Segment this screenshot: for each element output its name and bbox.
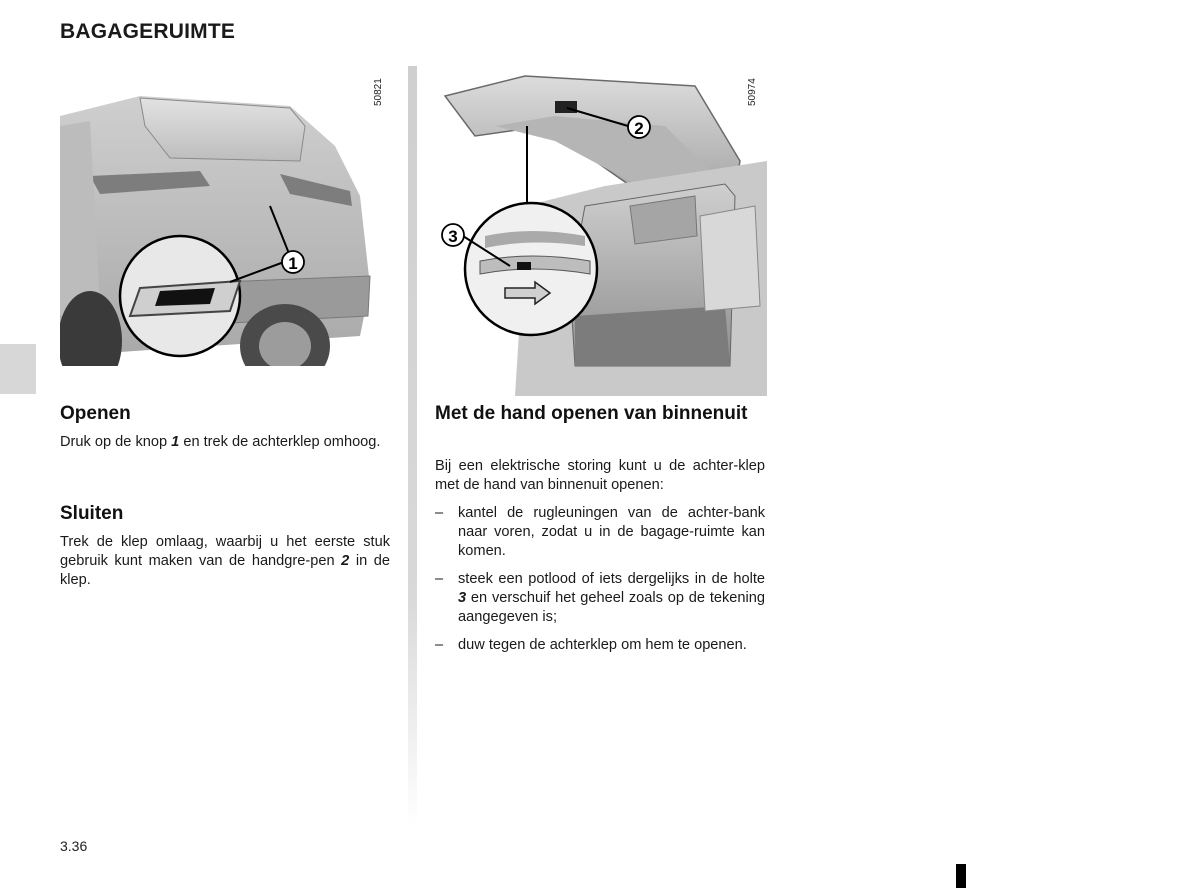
callout-label-1: 1	[288, 254, 298, 273]
list-item	[435, 636, 765, 655]
paragraph-sluiten: Trek de klep omlaag, waarbij u het eerste stuk gebruik kunt maken van de handgre-pen 2 in de klep.	[60, 534, 390, 588]
paragraph-openen: Druk op de knop 1 en trek de achterklep omhoog.	[60, 434, 381, 450]
figure-tailgate-button	[60, 66, 392, 396]
heading-openen: Openen	[60, 403, 131, 424]
chapter-tab	[0, 344, 36, 394]
ref-cavity-3: 3	[458, 590, 467, 606]
figure-tailgate-interior	[435, 66, 767, 396]
dash-bullet: –	[435, 571, 444, 587]
figure-code-left: 50821	[373, 78, 384, 106]
list-item	[435, 504, 765, 561]
car-rear-illustration	[60, 66, 392, 396]
cavity-3	[517, 262, 531, 270]
bullet-text-3: duw tegen de achterklep om hem te openen.	[458, 637, 747, 653]
column-divider	[408, 66, 417, 826]
open-tailgate-illustration	[435, 66, 767, 396]
bullet-text-1: kantel de rugleuningen van de achter-bank naar voren, zodat u in de bagage-ruimte kan komen.	[458, 505, 765, 559]
page-number: 3.36	[60, 838, 88, 854]
paragraph-manual-intro: Bij een elektrische storing kunt u de achter-klep met de hand van binnenuit openen:	[435, 458, 765, 493]
heading-sluiten: Sluiten	[60, 503, 124, 524]
list-item	[435, 570, 765, 627]
callout-label-3: 3	[448, 227, 458, 246]
figure-code-right: 50974	[747, 78, 758, 106]
bullet-text-2: steek een potlood of iets dergelijks in de holte 3 en verschuif het geheel zoals op de tekening aangegeven is;	[458, 571, 765, 625]
heading-manual-open: Met de hand openen van binnenuit	[435, 403, 748, 424]
dash-bullet: –	[435, 637, 444, 653]
ref-handle-2: 2	[341, 553, 350, 569]
callout-label-2: 2	[634, 119, 644, 138]
dash-bullet: –	[435, 505, 444, 521]
ref-button-1: 1	[171, 434, 180, 450]
section-marker	[956, 864, 966, 888]
page-title: BAGAGERUIMTE	[60, 20, 236, 43]
tailgate-handle	[555, 101, 577, 113]
